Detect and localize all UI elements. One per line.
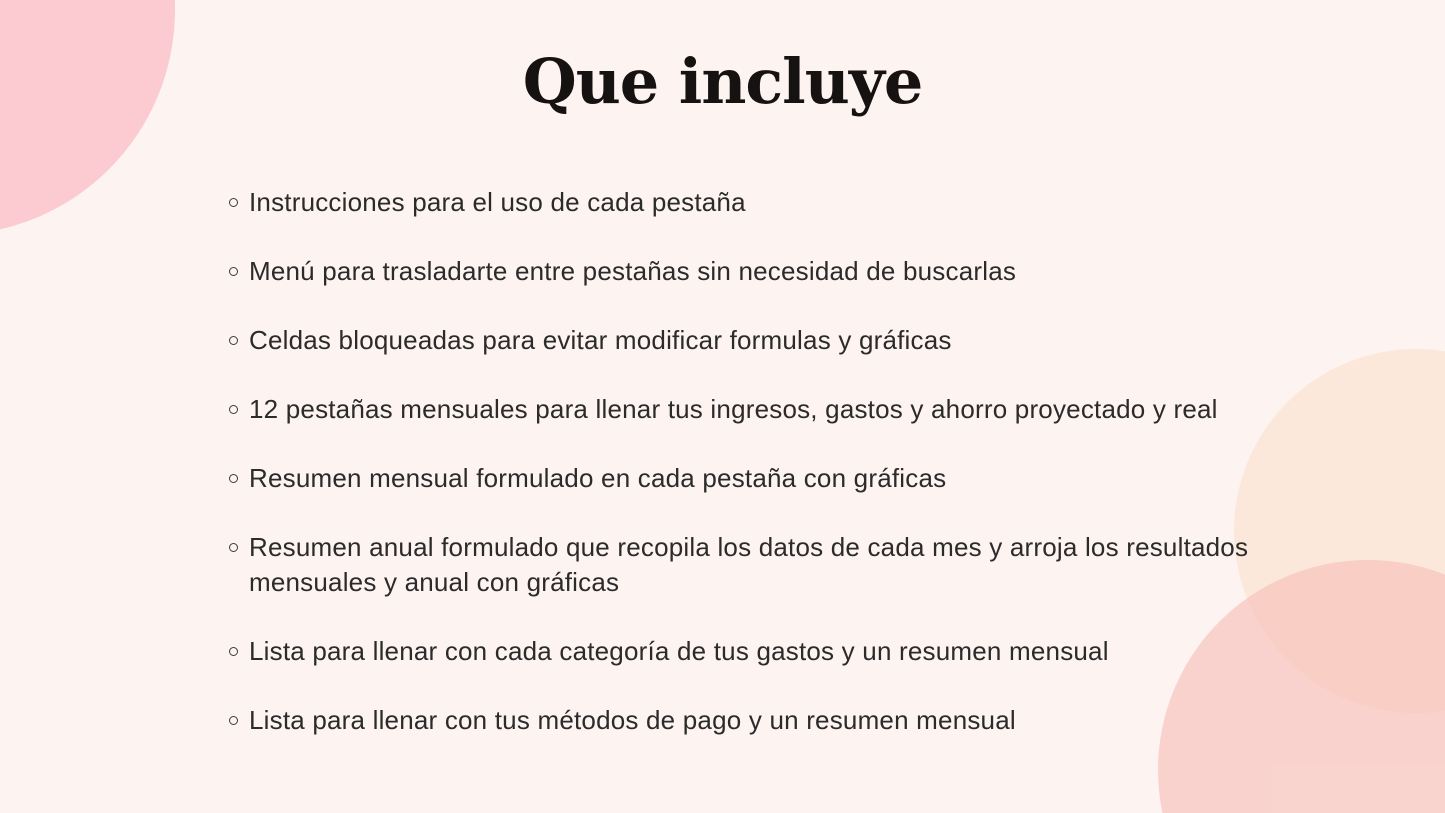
list-item (229, 185, 1304, 220)
list-item (229, 323, 1304, 358)
list-item (229, 634, 1304, 669)
bullet-text: 12 pestañas mensuales para llenar tus ingresos, gastos y ahorro proyectado y real (249, 394, 1218, 424)
bullet-text: Resumen anual formulado que recopila los datos de cada mes y arroja los resultados mensuales y anual con gráficas (249, 532, 1249, 597)
bullet-circle-icon (229, 474, 238, 483)
bullet-circle-icon (229, 198, 238, 207)
bullet-text: Lista para llenar con tus métodos de pago y un resumen mensual (249, 705, 1016, 735)
bullet-text: Instrucciones para el uso de cada pestaña (249, 187, 746, 217)
bullet-circle-icon (229, 716, 238, 725)
list-item (229, 530, 1304, 600)
bullet-list (229, 185, 1304, 738)
bullet-text: Resumen mensual formulado en cada pestaña con gráficas (249, 463, 947, 493)
list-item (229, 703, 1304, 738)
list-item (229, 461, 1304, 496)
slide-title: Que incluye (522, 45, 923, 118)
bullet-circle-icon (229, 336, 238, 345)
bullet-circle-icon (229, 543, 238, 552)
bullet-text: Menú para trasladarte entre pestañas sin necesidad de buscarlas (249, 256, 1017, 286)
list-item (229, 254, 1304, 289)
bullet-circle-icon (229, 647, 238, 656)
bullet-circle-icon (229, 405, 238, 414)
bullet-circle-icon (229, 267, 238, 276)
list-item (229, 392, 1304, 427)
bullet-text: Celdas bloqueadas para evitar modificar formulas y gráficas (249, 325, 952, 355)
bullet-text: Lista para llenar con cada categoría de tus gastos y un resumen mensual (249, 636, 1109, 666)
